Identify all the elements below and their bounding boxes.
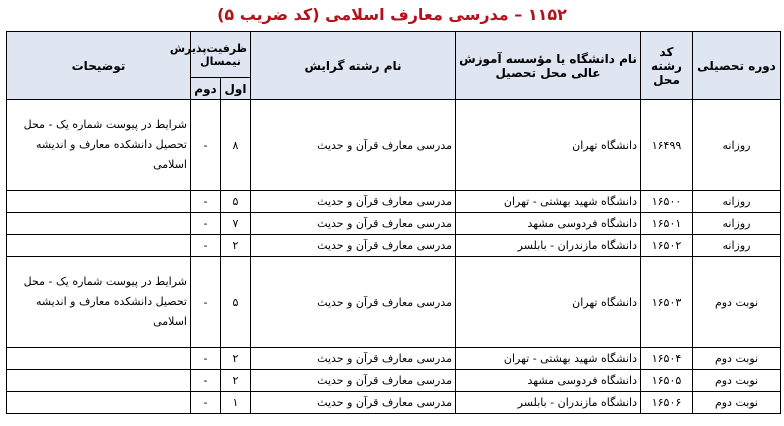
header-period: دوره تحصیلی: [693, 32, 781, 100]
table-row: [7, 235, 781, 257]
first-semester-cell: ۵: [221, 257, 251, 348]
code-cell: ۱۶۵۰۴: [641, 348, 693, 370]
field-cell: مدرسی معارف قرآن و حدیث: [251, 235, 456, 257]
notes-cell: [7, 370, 191, 392]
table-row: [7, 191, 781, 213]
table-row: [7, 213, 781, 235]
university-cell: دانشگاه مازندران - بابلسر: [456, 392, 641, 414]
field-cell: مدرسی معارف قرآن و حدیث: [251, 100, 456, 191]
second-semester-cell: -: [191, 235, 221, 257]
first-semester-cell: ۲: [221, 370, 251, 392]
table-row: [7, 370, 781, 392]
period-cell: روزانه: [693, 100, 781, 191]
header-code: کد رشته محل: [641, 32, 693, 100]
notes-cell: شرایط در پیوست شماره یک - محل تحصیل دانشکده معارف و اندیشه اسلامی: [7, 100, 191, 191]
field-cell: مدرسی معارف قرآن و حدیث: [251, 257, 456, 348]
second-semester-cell: -: [191, 370, 221, 392]
table-row: [7, 392, 781, 414]
university-cell: دانشگاه شهید بهشتی - تهران: [456, 348, 641, 370]
period-cell: نوبت دوم: [693, 348, 781, 370]
field-cell: مدرسی معارف قرآن و حدیث: [251, 191, 456, 213]
second-semester-cell: -: [191, 213, 221, 235]
header-capacity: ظرفیت‌پذیرش نیمسال: [191, 32, 251, 78]
table-row: [7, 100, 781, 191]
notes-cell: [7, 392, 191, 414]
header-notes: توضیحات: [7, 32, 191, 100]
notes-cell: [7, 213, 191, 235]
second-semester-cell: -: [191, 100, 221, 191]
code-cell: ۱۶۵۰۳: [641, 257, 693, 348]
period-cell: روزانه: [693, 235, 781, 257]
period-cell: نوبت دوم: [693, 257, 781, 348]
period-cell: روزانه: [693, 191, 781, 213]
field-cell: مدرسی معارف قرآن و حدیث: [251, 392, 456, 414]
period-cell: نوبت دوم: [693, 392, 781, 414]
second-semester-cell: -: [191, 392, 221, 414]
second-semester-cell: -: [191, 348, 221, 370]
table-row: [7, 348, 781, 370]
programs-table: [6, 31, 781, 414]
notes-cell: [7, 191, 191, 213]
table-row: [7, 257, 781, 348]
code-cell: ۱۶۵۰۲: [641, 235, 693, 257]
code-cell: ۱۶۵۰۰: [641, 191, 693, 213]
notes-cell: [7, 235, 191, 257]
page-title: ۱۱۵۲ – مدرسی معارف اسلامی (کد ضریب ۵): [217, 5, 567, 24]
second-semester-cell: -: [191, 257, 221, 348]
notes-cell: شرایط در پیوست شماره یک - محل تحصیل دانشکده معارف و اندیشه اسلامی: [7, 257, 191, 348]
header-university: نام دانشگاه یا مؤسسه آموزش عالی محل تحصیل: [456, 32, 641, 100]
code-cell: ۱۶۴۹۹: [641, 100, 693, 191]
university-cell: دانشگاه مازندران - بابلسر: [456, 235, 641, 257]
code-cell: ۱۶۵۰۵: [641, 370, 693, 392]
notes-cell: [7, 348, 191, 370]
header-field: نام رشته گرایش: [251, 32, 456, 100]
university-cell: دانشگاه فردوسی مشهد: [456, 213, 641, 235]
university-cell: دانشگاه فردوسی مشهد: [456, 370, 641, 392]
second-semester-cell: -: [191, 191, 221, 213]
first-semester-cell: ۲: [221, 348, 251, 370]
university-cell: دانشگاه تهران: [456, 100, 641, 191]
header-second-semester: دوم: [191, 78, 221, 100]
code-cell: ۱۶۵۰۱: [641, 213, 693, 235]
first-semester-cell: ۲: [221, 235, 251, 257]
code-cell: ۱۶۵۰۶: [641, 392, 693, 414]
first-semester-cell: ۷: [221, 213, 251, 235]
first-semester-cell: ۱: [221, 392, 251, 414]
field-cell: مدرسی معارف قرآن و حدیث: [251, 370, 456, 392]
first-semester-cell: ۵: [221, 191, 251, 213]
first-semester-cell: ۸: [221, 100, 251, 191]
field-cell: مدرسی معارف قرآن و حدیث: [251, 348, 456, 370]
university-cell: دانشگاه شهید بهشتی - تهران: [456, 191, 641, 213]
header-first-semester: اول: [221, 78, 251, 100]
university-cell: دانشگاه تهران: [456, 257, 641, 348]
period-cell: نوبت دوم: [693, 370, 781, 392]
field-cell: مدرسی معارف قرآن و حدیث: [251, 213, 456, 235]
period-cell: روزانه: [693, 213, 781, 235]
